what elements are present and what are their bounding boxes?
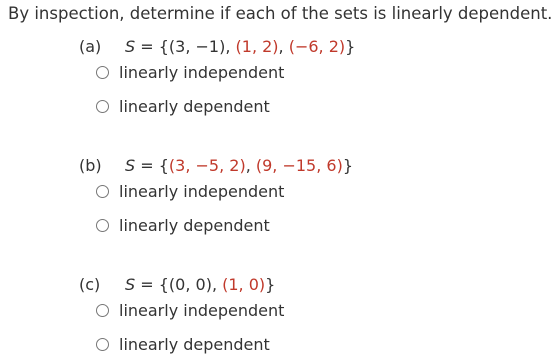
set-close: } [342,156,354,175]
part-letter-a: (a) [79,37,102,56]
set-definition-b: (b) S = {(3, −5, 2), (9, −15, 6)} [79,156,354,175]
option-label: linearly dependent [119,335,270,354]
vector-c-2: (1, 0) [222,275,266,294]
option-b-independent[interactable] [96,182,284,201]
option-a-independent[interactable] [96,63,284,82]
part-letter-c: (c) [79,275,101,294]
option-a-dependent[interactable] [96,97,270,116]
option-label: linearly dependent [119,216,270,235]
set-open: = { [135,37,169,56]
set-open: = { [135,275,169,294]
option-label: linearly independent [119,63,285,82]
question-prompt: By inspection, determine if each of the sets is linearly dependent. [8,4,553,23]
set-definition-c: (c) S = {(0, 0), (1, 0)} [79,275,276,294]
option-label: linearly independent [119,182,285,201]
vector-a-3: (−6, 2) [288,37,346,56]
part-letter-b: (b) [79,156,102,175]
radio-button[interactable] [96,304,109,317]
set-definition-a: (a) S = {(3, −1), (1, 2), (−6, 2)} [79,37,356,56]
vector-a-1: (3, −1) [168,37,226,56]
radio-button[interactable] [96,66,109,79]
option-b-dependent[interactable] [96,216,270,235]
set-symbol: S [125,275,136,294]
set-close: } [345,37,356,56]
radio-button[interactable] [96,338,109,351]
radio-button[interactable] [96,185,109,198]
vector-b-1: (3, −5, 2) [168,156,246,175]
vector-c-1: (0, 0) [168,275,212,294]
option-label: linearly independent [119,301,285,320]
set-symbol: S [125,156,136,175]
option-label: linearly dependent [119,97,270,116]
radio-button[interactable] [96,100,109,113]
set-symbol: S [125,37,136,56]
vector-b-2: (9, −15, 6) [255,156,343,175]
vector-a-2: (1, 2) [235,37,279,56]
set-close: } [265,275,276,294]
set-open: = { [135,156,169,175]
option-c-dependent[interactable] [96,335,270,354]
option-c-independent[interactable] [96,301,284,320]
radio-button[interactable] [96,219,109,232]
